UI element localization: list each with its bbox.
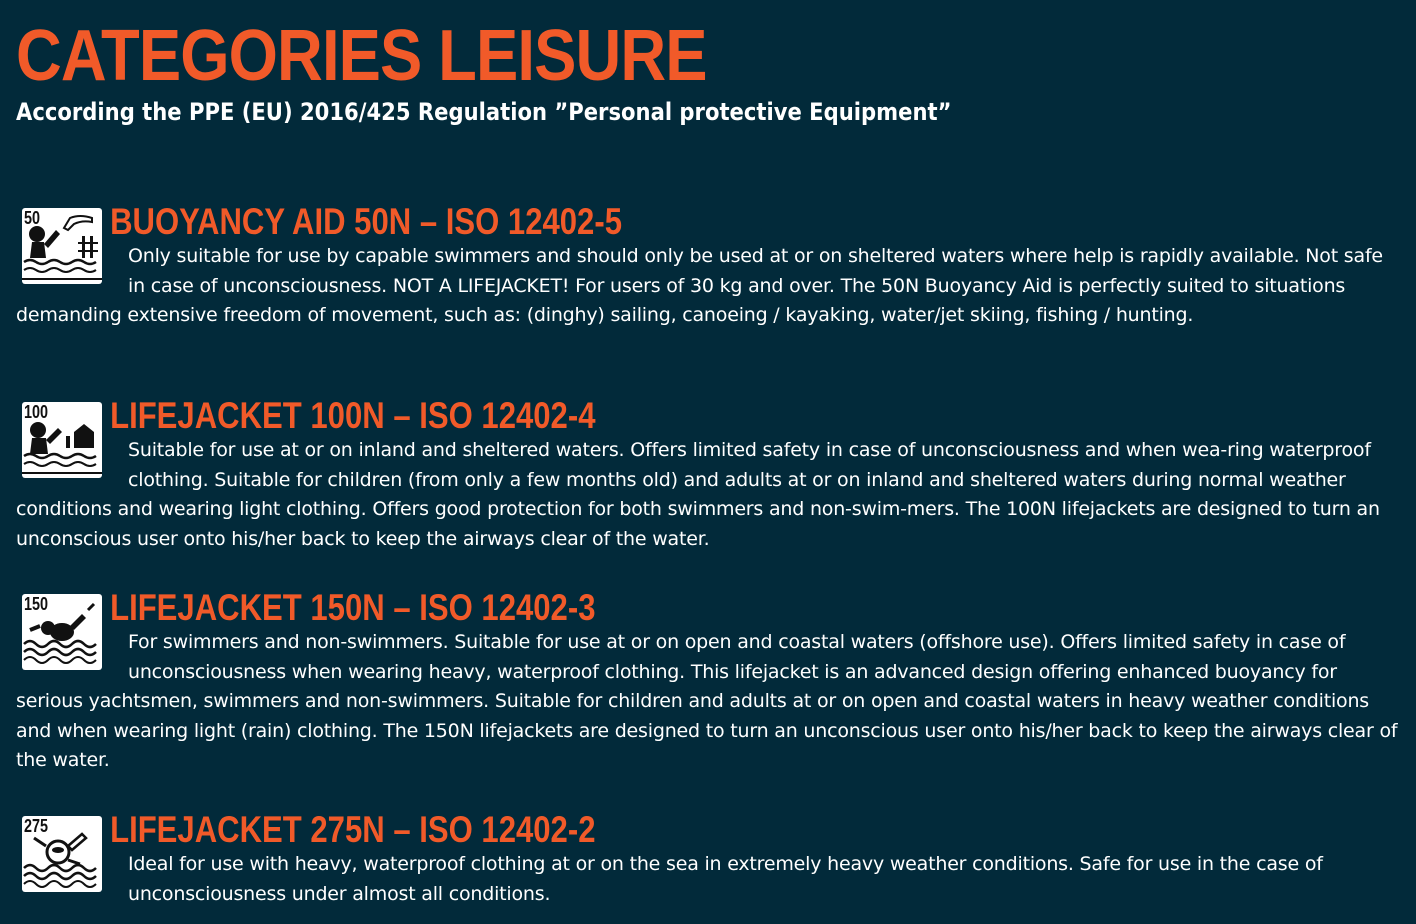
section-lifejacket-275n: [16, 810, 1400, 909]
section-text: For swimmers and non-swimmers. Suitable for use at or on open and coastal waters (offshore use). Offers limited safety in case of unconsciousness when wearing heavy, waterproof clothing. This lifejacket is an advanced design offering enhanced buoyancy for serious yachtsmen, swimmers and non-swimmers. Suitable for children and adults at or on open and coastal waters in heavy weather conditions and when wearing light (rain) clothing. The 150N lifejackets are designed to turn an unconscious user onto his/her back to keep the airways clear of the water.: [16, 631, 1398, 771]
section-heading: LIFEJACKET 100N – ISO 12402-4: [110, 395, 596, 436]
section-lifejacket-150n: [16, 588, 1400, 776]
page-title: CATEGORIES LEISURE: [16, 16, 707, 96]
page-subtitle: According the PPE (EU) 2016/425 Regulation ”Personal protective Equipment”: [16, 98, 952, 126]
section-text: Suitable for use at or on inland and sheltered waters. Offers limited safety in case of unconsciousness and when wea-ring waterproof clothing. Suitable for children (from only a few months old) and adults at or on inland and sheltered waters during normal weather conditions and wearing light clothing. Offers good protection for both swimmers and non-swim-mers. The 100N lifejackets are designed to turn an unconscious user onto his/her back to keep the airways clear of the water.: [16, 439, 1380, 550]
section-heading: LIFEJACKET 275N – ISO 12402-2: [110, 809, 596, 850]
icon-number-label: 50: [24, 208, 41, 228]
icon-number-label: 275: [24, 816, 49, 836]
section-lifejacket-100n: [16, 396, 1400, 554]
section-heading: BUOYANCY AID 50N – ISO 12402-5: [110, 201, 622, 242]
icon-number-label: 150: [24, 594, 49, 614]
section-heading: LIFEJACKET 150N – ISO 12402-3: [110, 587, 596, 628]
icon-number-label: 100: [24, 402, 49, 422]
section-text: Ideal for use with heavy, waterproof clothing at or on the sea in extremely heavy weather conditions. Safe for use in the case of unconsciousness under almost all conditions.: [128, 853, 1323, 905]
section-text: Only suitable for use by capable swimmers and should only be used at or on sheltered waters where help is rapidly available. Not safe in case of unconsciousness. NOT A LIFEJACKET! For users of 30 kg and over. The 50N Buoyancy Aid is perfectly suited to situations demanding extensive freedom of movement, such as: (dinghy) sailing, canoeing / kayaking, water/jet skiing, fishing / hunting.: [16, 245, 1383, 326]
section-buoyancy-aid-50n: [16, 202, 1400, 331]
